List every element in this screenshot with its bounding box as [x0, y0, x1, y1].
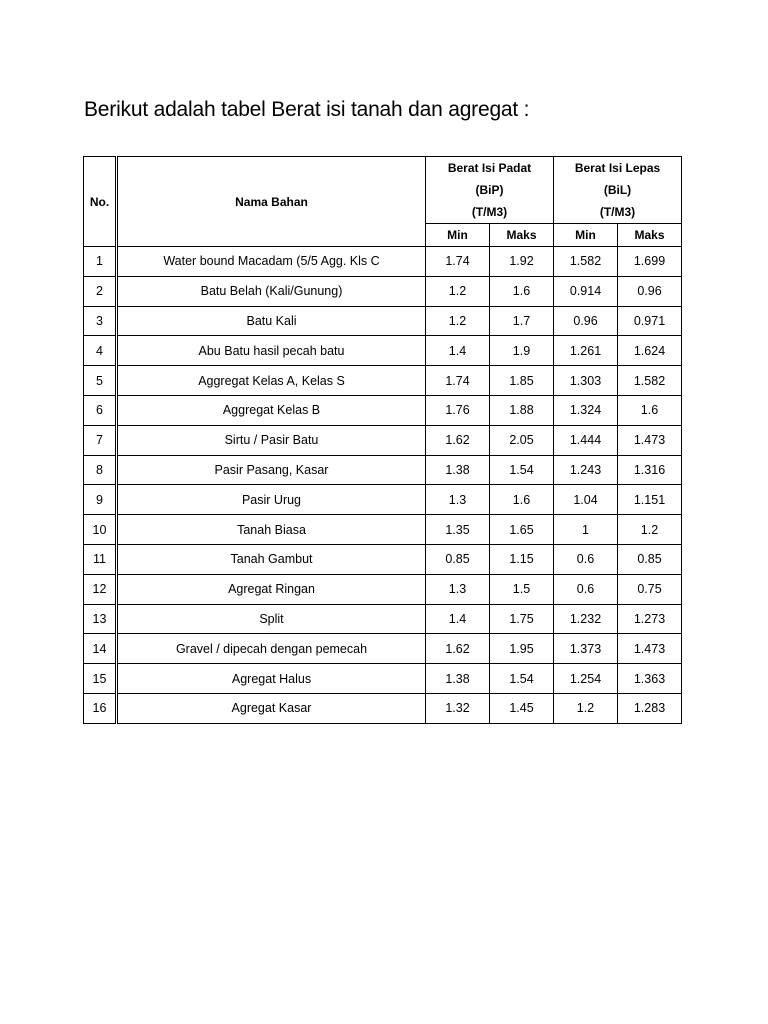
row-number: 16 [84, 693, 117, 723]
row-number: 2 [84, 276, 117, 306]
bil-max-value: 1.699 [618, 247, 682, 277]
bil-min-value: 0.6 [554, 544, 618, 574]
material-name: Pasir Pasang, Kasar [117, 455, 426, 485]
table-row [84, 634, 682, 664]
row-number: 15 [84, 664, 117, 694]
bip-min-value: 1.32 [426, 693, 490, 723]
bil-max-value: 1.473 [618, 425, 682, 455]
table-row [84, 455, 682, 485]
bulk-density-table [83, 156, 682, 724]
page-title: Berikut adalah tabel Berat isi tanah dan agregat : [84, 98, 530, 121]
table-row [84, 336, 682, 366]
bip-max-value: 1.95 [490, 634, 554, 664]
header-bip-line-1: Berat Isi Padat [426, 157, 554, 180]
table-row [84, 247, 682, 277]
bil-max-value: 1.151 [618, 485, 682, 515]
bip-min-value: 1.38 [426, 455, 490, 485]
bil-min-value: 1.373 [554, 634, 618, 664]
header-bil-min: Min [554, 224, 618, 247]
bil-max-value: 1.582 [618, 366, 682, 396]
bil-min-value: 1.303 [554, 366, 618, 396]
bip-min-value: 1.4 [426, 604, 490, 634]
bip-min-value: 1.35 [426, 515, 490, 545]
header-bip-min: Min [426, 224, 490, 247]
bil-min-value: 1.324 [554, 395, 618, 425]
bip-min-value: 1.74 [426, 366, 490, 396]
material-name: Agregat Ringan [117, 574, 426, 604]
header-name: Nama Bahan [117, 157, 426, 247]
row-number: 4 [84, 336, 117, 366]
material-name: Tanah Gambut [117, 544, 426, 574]
bil-min-value: 1.2 [554, 693, 618, 723]
table-row [84, 485, 682, 515]
row-number: 8 [84, 455, 117, 485]
bil-max-value: 0.75 [618, 574, 682, 604]
header-bil-line-2: (BiL) [554, 179, 682, 201]
header-bil-line-3: (T/M3) [554, 201, 682, 224]
bip-max-value: 1.6 [490, 276, 554, 306]
material-name: Abu Batu hasil pecah batu [117, 336, 426, 366]
bip-max-value: 1.54 [490, 455, 554, 485]
bip-min-value: 1.74 [426, 247, 490, 277]
row-number: 11 [84, 544, 117, 574]
bip-min-value: 1.2 [426, 276, 490, 306]
bil-max-value: 1.473 [618, 634, 682, 664]
bip-max-value: 1.5 [490, 574, 554, 604]
table-row [84, 395, 682, 425]
bip-max-value: 1.9 [490, 336, 554, 366]
bip-min-value: 1.3 [426, 574, 490, 604]
material-name: Water bound Macadam (5/5 Agg. Kls C [117, 247, 426, 277]
header-bil-line-1: Berat Isi Lepas [554, 157, 682, 180]
table-row [84, 306, 682, 336]
bip-min-value: 1.4 [426, 336, 490, 366]
table-row [84, 515, 682, 545]
bil-max-value: 0.96 [618, 276, 682, 306]
bip-max-value: 1.45 [490, 693, 554, 723]
row-number: 3 [84, 306, 117, 336]
row-number: 12 [84, 574, 117, 604]
bip-min-value: 1.3 [426, 485, 490, 515]
bip-max-value: 1.92 [490, 247, 554, 277]
row-number: 14 [84, 634, 117, 664]
table-row [84, 425, 682, 455]
bil-max-value: 0.85 [618, 544, 682, 574]
bil-max-value: 1.316 [618, 455, 682, 485]
bip-min-value: 1.38 [426, 664, 490, 694]
bil-min-value: 1.04 [554, 485, 618, 515]
row-number: 10 [84, 515, 117, 545]
row-number: 13 [84, 604, 117, 634]
row-number: 1 [84, 247, 117, 277]
bil-max-value: 1.2 [618, 515, 682, 545]
bip-max-value: 1.88 [490, 395, 554, 425]
bil-min-value: 1.232 [554, 604, 618, 634]
material-name: Batu Kali [117, 306, 426, 336]
bil-min-value: 0.96 [554, 306, 618, 336]
header-bip-line-2: (BiP) [426, 179, 554, 201]
table-row [84, 366, 682, 396]
bip-min-value: 1.62 [426, 634, 490, 664]
bil-min-value: 1 [554, 515, 618, 545]
bip-max-value: 1.15 [490, 544, 554, 574]
material-name: Gravel / dipecah dengan pemecah [117, 634, 426, 664]
bil-max-value: 1.273 [618, 604, 682, 634]
bil-min-value: 1.254 [554, 664, 618, 694]
material-name: Aggregat Kelas B [117, 395, 426, 425]
header-bip-line-3: (T/M3) [426, 201, 554, 224]
bil-min-value: 1.261 [554, 336, 618, 366]
material-name: Batu Belah (Kali/Gunung) [117, 276, 426, 306]
bil-max-value: 1.363 [618, 664, 682, 694]
header-bip-max: Maks [490, 224, 554, 247]
material-name: Pasir Urug [117, 485, 426, 515]
bip-max-value: 2.05 [490, 425, 554, 455]
bil-min-value: 0.6 [554, 574, 618, 604]
row-number: 6 [84, 395, 117, 425]
material-name: Aggregat Kelas A, Kelas S [117, 366, 426, 396]
bil-min-value: 1.444 [554, 425, 618, 455]
table-row [84, 604, 682, 634]
bip-min-value: 1.2 [426, 306, 490, 336]
bil-min-value: 0.914 [554, 276, 618, 306]
bil-min-value: 1.243 [554, 455, 618, 485]
bil-max-value: 1.624 [618, 336, 682, 366]
header-no: No. [84, 157, 117, 247]
table-row [84, 693, 682, 723]
material-name: Sirtu / Pasir Batu [117, 425, 426, 455]
bip-max-value: 1.65 [490, 515, 554, 545]
material-name: Tanah Biasa [117, 515, 426, 545]
table-row [84, 276, 682, 306]
header-bil-max: Maks [618, 224, 682, 247]
table-row [84, 544, 682, 574]
bip-max-value: 1.85 [490, 366, 554, 396]
bil-max-value: 1.6 [618, 395, 682, 425]
bil-max-value: 0.971 [618, 306, 682, 336]
bil-max-value: 1.283 [618, 693, 682, 723]
table-row [84, 664, 682, 694]
table-row [84, 574, 682, 604]
material-name: Agregat Kasar [117, 693, 426, 723]
bip-max-value: 1.75 [490, 604, 554, 634]
bip-min-value: 1.76 [426, 395, 490, 425]
table-body [84, 247, 682, 724]
material-name: Split [117, 604, 426, 634]
row-number: 9 [84, 485, 117, 515]
bil-min-value: 1.582 [554, 247, 618, 277]
bip-min-value: 0.85 [426, 544, 490, 574]
bip-max-value: 1.7 [490, 306, 554, 336]
bip-max-value: 1.6 [490, 485, 554, 515]
bip-max-value: 1.54 [490, 664, 554, 694]
bip-min-value: 1.62 [426, 425, 490, 455]
material-name: Agregat Halus [117, 664, 426, 694]
row-number: 7 [84, 425, 117, 455]
row-number: 5 [84, 366, 117, 396]
